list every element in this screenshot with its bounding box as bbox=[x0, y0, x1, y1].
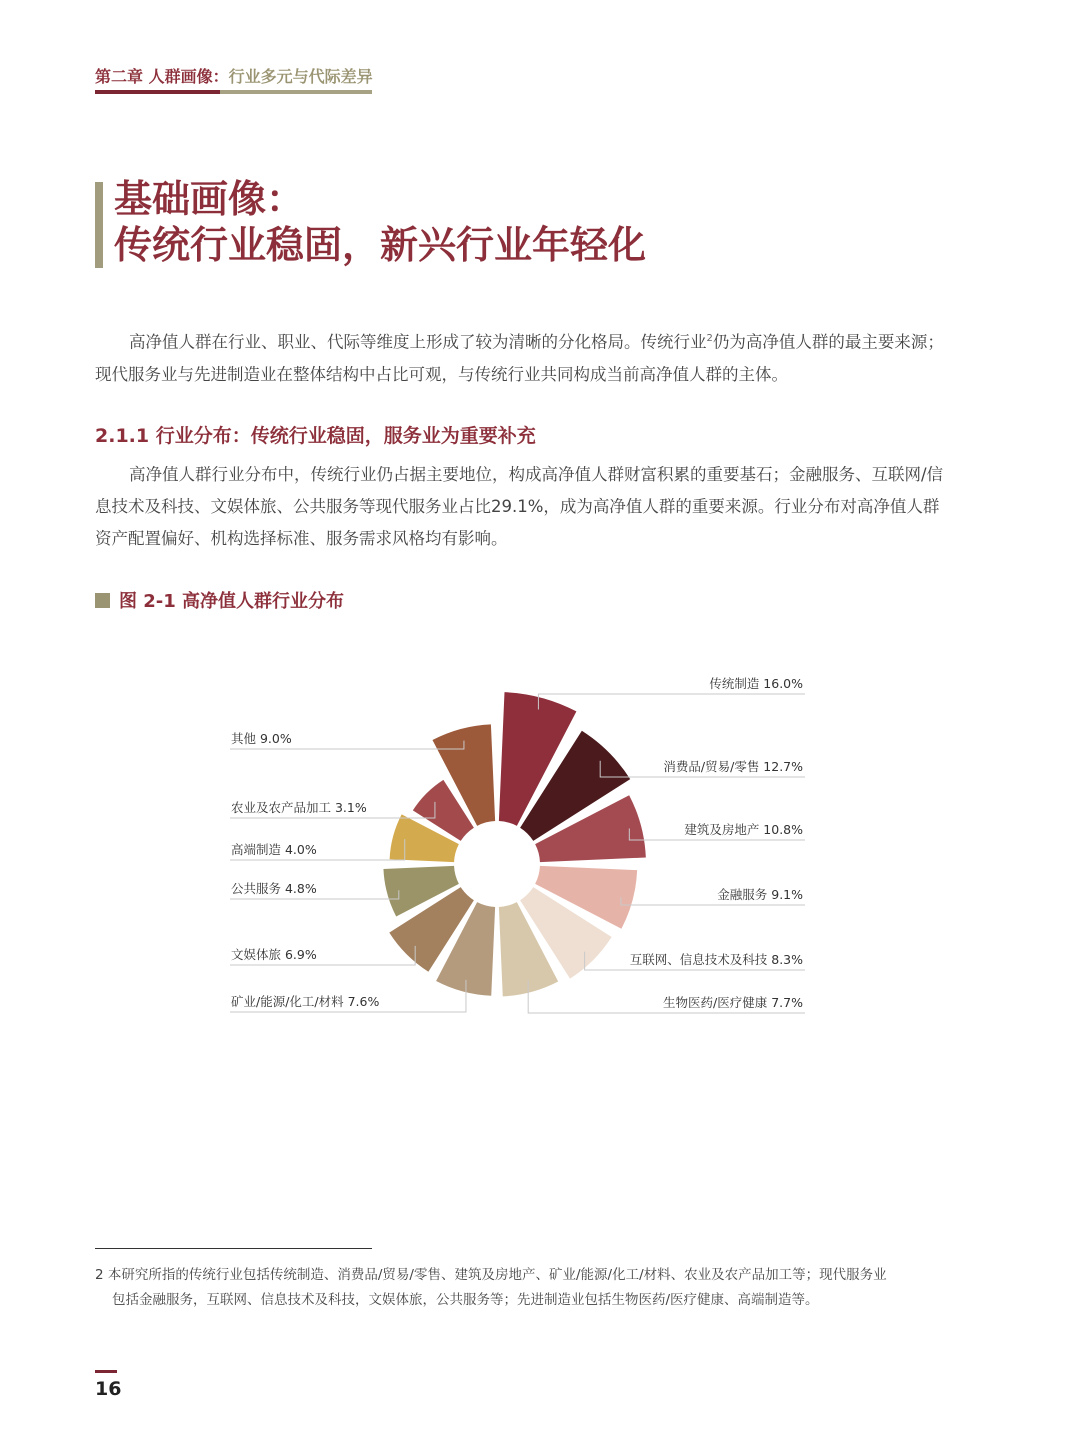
slice-label: 传统制造 16.0% bbox=[709, 676, 803, 691]
page-title-line1: 基础画像： bbox=[114, 177, 305, 221]
slice-label: 建筑及房地产 10.8% bbox=[684, 822, 803, 837]
page-number-bar bbox=[95, 1370, 117, 1373]
slice-label: 矿业/能源/化工/材料 7.6% bbox=[231, 994, 380, 1009]
footnote-ref: 2 bbox=[706, 333, 713, 344]
intro-text-a: 高净值人群在行业、职业、代际等维度上形成了较为清晰的分化格局。传统行业 bbox=[129, 332, 707, 352]
page-title-line2: 传统行业稳固，新兴行业年轻化 bbox=[114, 223, 647, 267]
footnote-line2: 包括金融服务，互联网、信息技术及科技，文娱体旅，公共服务等；先进制造业包括生物医药/医疗健康、高端制造等。 bbox=[112, 1292, 819, 1308]
slice-label: 文娱体旅 6.9% bbox=[231, 947, 317, 962]
slice-label: 金融服务 9.1% bbox=[717, 887, 803, 902]
slice-label: 互联网、信息技术及科技 8.3% bbox=[629, 952, 803, 967]
footnote bbox=[95, 1263, 955, 1313]
page-number: 16 bbox=[95, 1378, 122, 1400]
section-body-text: 高净值人群行业分布中，传统行业仍占据主要地位，构成高净值人群财富积累的重要基石；金融服务、互联网/信息技术及科技、文娱体旅、公共服务等现代服务业占比29.1%，成为高净值人群的重要来源。行业分布对高净值人群资产配置偏好、机构选择标准、服务需求风格均有影响。 bbox=[95, 465, 944, 548]
slice-label: 高端制造 4.0% bbox=[231, 842, 317, 857]
chapter-subtitle: 行业多元与代际差异 bbox=[228, 67, 373, 86]
figure-title-text: 图 2-1 高净值人群行业分布 bbox=[119, 591, 345, 612]
intro-text-b: 仍为高净值人群的最主要来源；现代服务业与先进制造业在整体结构中占比可观，与传统行业共同构成当前高净值人群的主体。 bbox=[95, 332, 944, 384]
chapter-label: 第二章 人群画像： bbox=[95, 67, 229, 86]
footnote-line1: 2 本研究所指的传统行业包括传统制造、消费品/贸易/零售、建筑及房地产、矿业/能源/化工/材料、农业及农产品加工等；现代服务业 bbox=[95, 1267, 887, 1283]
footnote-rule bbox=[95, 1248, 372, 1249]
slice-label: 农业及农产品加工 3.1% bbox=[231, 800, 367, 815]
slice-label: 其他 9.0% bbox=[231, 731, 292, 746]
slice-label: 生物医药/医疗健康 7.7% bbox=[663, 995, 803, 1010]
slice-label: 消费品/贸易/零售 12.7% bbox=[663, 759, 803, 774]
leader-line bbox=[538, 694, 805, 709]
slice-label: 公共服务 4.8% bbox=[231, 881, 317, 896]
section-heading: 2.1.1 行业分布：传统行业稳固，服务业为重要补充 bbox=[95, 425, 536, 447]
